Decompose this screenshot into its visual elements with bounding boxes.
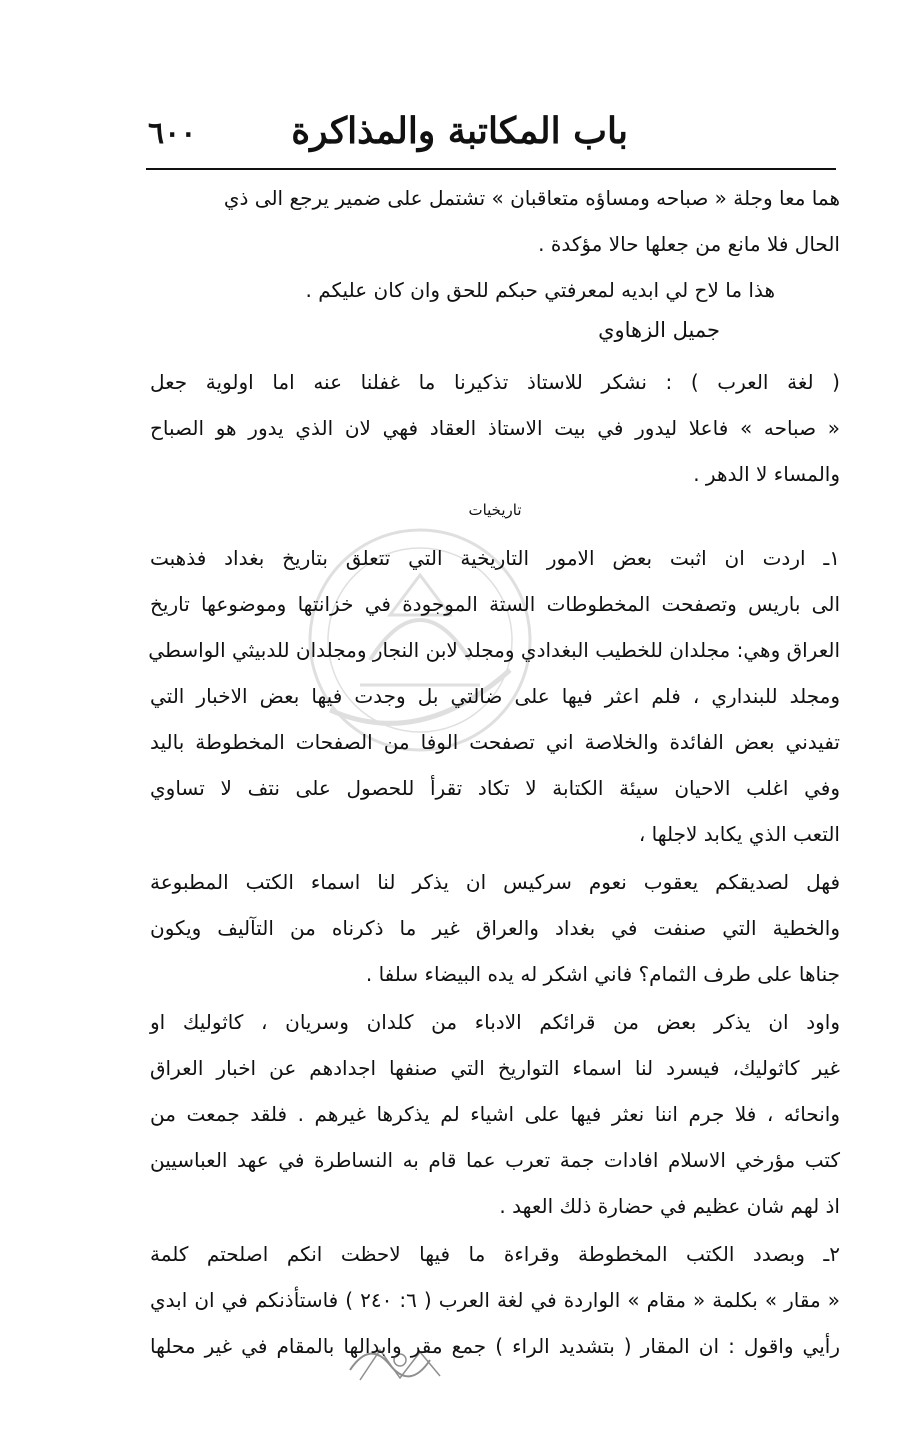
body-line-19: واود ان يذكر بعض من قرائكم الادباء من كلدان وسريان ، كاثوليك او	[150, 1010, 840, 1034]
body-line-10: الى باريس وتصفحت المخطوطات الستة الموجودة في خزانتها وموضوعها تاريخ	[150, 592, 840, 616]
body-line-14: وفي اغلب الاحيان سيئة الكتابة لا تكاد تقرأ للحصول على نتف لا تساوي	[150, 776, 840, 800]
body-line-5: ( لغة العرب ) : نشكر للاستاذ تذكيرنا ما غفلنا عنه اما اولوية جعل	[150, 370, 840, 394]
body-line-9: ١ـ اردت ان اثبت بعض الامور التاريخية التي تتعلق بتاريخ بغداد فذهبت	[150, 546, 840, 570]
header-rule	[146, 168, 836, 170]
body-line-16: فهل لصديقكم يعقوب نعوم سركيس ان يذكر لنا اسماء الكتب المطبوعة	[150, 870, 840, 894]
body-line-2: الحال فلا مانع من جعلها حالا مؤكدة .	[538, 232, 840, 256]
body-line-21: وانحائه ، فلا جرم اننا نعثر فيها على اشياء لم يذكرها غيرهم . فلقد جمعت من	[150, 1102, 840, 1126]
body-line-7: والمساء لا الدهر .	[693, 462, 840, 486]
page-header	[148, 110, 836, 164]
body-line-1: هما معا وجلة « صباحه ومساؤه متعاقبان » تشتمل على ضمير يرجع الى ذي	[223, 186, 840, 210]
body-line-24: ٢ـ وبصدد الكتب المخطوطة وقراءة ما فيها لاحظت انكم اصلحتم كلمة	[150, 1242, 840, 1266]
body-line-6: « صباحه » فاعلا ليدور في بيت الاستاذ العقاد فهي لان الذي يدور هو الصباح	[150, 416, 840, 440]
body-line-12: ومجلد للبنداري ، فلم اعثر فيها على ضالتي بل وجدت فيها بعض الاخبار التي	[150, 684, 840, 708]
body-line-3: هذا ما لاح لي ابديه لمعرفتي حبكم للحق وان كان عليكم .	[305, 278, 775, 302]
body-line-20: غير كاثوليك، فيسرد لنا اسماء التواريخ التي صنفها اجدادهم عن اخبار العراق	[150, 1056, 840, 1080]
body-line-13: تفيدني بعض الفائدة والخلاصة اني تصفحت الوفا من الصفحات المخطوطة باليد	[150, 730, 840, 754]
body-line-25: « مقار » بكلمة « مقام » الواردة في لغة العرب ( ٦: ٢٤٠ ) فاستأذنكم في ان ابدي	[150, 1288, 840, 1312]
body-line-22: كتب مؤرخي الاسلام افادات جمة تعرب عما قام به النساطرة في عهد العباسيين	[150, 1148, 840, 1172]
section-heading: تاريخيات	[468, 501, 522, 519]
body-line-15: التعب الذي يكابد لاجلها ،	[638, 822, 840, 846]
body-line-26: رأيي واقول : ان المقار ( بتشديد الراء ) جمع مقر وابدالها بالمقام في غير محلها	[150, 1334, 840, 1358]
page-number: ٦٠٠	[148, 116, 197, 151]
body-line-17: والخطية التي صنفت في بغداد والعراق غير ما ذكرناه من التآليف ويكون	[150, 916, 840, 940]
body-line-18: جناها على طرف الثمام؟ فاني اشكر له يده البيضاء سلفا .	[365, 962, 840, 986]
page-title: باب المكاتبة والمذاكرة	[291, 110, 628, 152]
body-line-23: اذ لهم شان عظيم في حضارة ذلك العهد .	[499, 1194, 840, 1218]
body-line-11: العراق وهي: مجلدان للخطيب البغدادي ومجلد لابن النجار ومجلدان للدبيثي الواسطي	[148, 638, 840, 662]
ink-stamp	[340, 1330, 460, 1390]
signature: جميل الزهاوي	[598, 318, 720, 342]
